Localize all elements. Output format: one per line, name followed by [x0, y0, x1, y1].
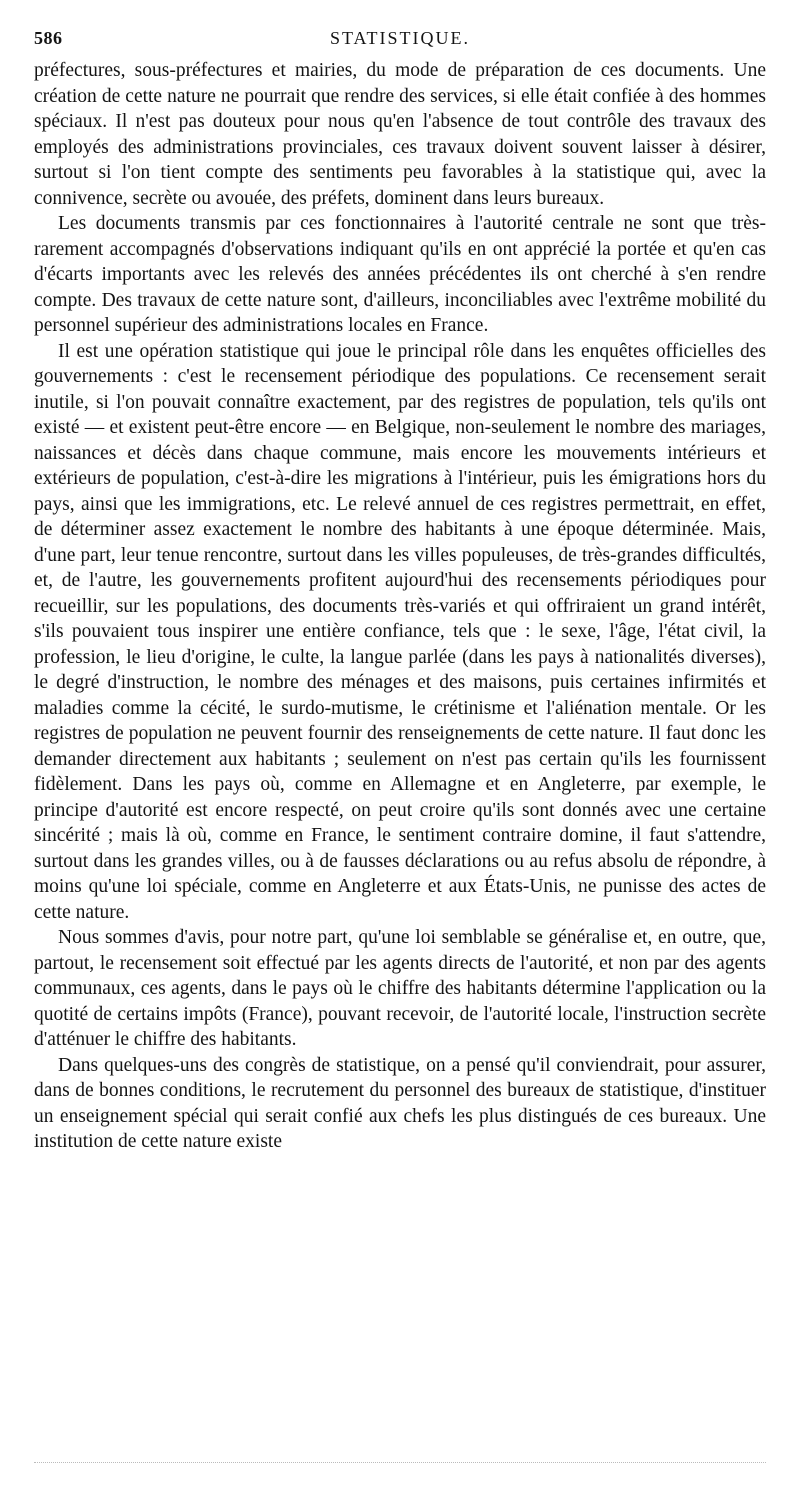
running-title: STATISTIQUE. [329, 28, 471, 48]
paragraph-continuation: préfectures, sous-préfectures et mairies, du mode de préparation de ces documents. Une création de cette nature ne pourrait que rendre des services, si elle était confiée à des hommes spéciaux. Il n'est pas douteux pour nous qu'en l'absence de tout contrôle des travaux des employés des administrations provinciales, ces travaux doivent souvent laisser à désirer, surtout si l'on tient compte des sentiments peu favorables à la statistique qui, avec la connivence, secrète ou avouée, des préfets, dominent dans leurs bureaux. [34, 60, 766, 209]
paragraph: Dans quelques-uns des congrès de statistique, on a pensé qu'il conviendrait, pour assurer, dans de bonnes conditions, le recrutement du personnel des bureaux de statistique, d'instituer un enseignement spécial qui serait confié aux chefs les plus distingués de ces bureaux. Une institution de cette nature existe [34, 1054, 766, 1152]
page-number: 586 [34, 28, 63, 48]
page-header [34, 28, 766, 54]
paragraph: Nous sommes d'avis, pour notre part, qu'une loi semblable se généralise et, en outre, que, partout, le recensement soit effectué par les agents directs de l'autorité, et non par des agents communaux, ces agents, dans le pays où le chiffre des habitants détermine l'application ou la quotité de certains impôts (France), pouvant recevoir, de l'autorité locale, l'instruction secrète d'atténuer le chiffre des habitants. [34, 927, 766, 1050]
paragraph: Il est une opération statistique qui joue le principal rôle dans les enquêtes officielles des gouvernements : c'est le recensement périodique des populations. Ce recensement serait inutile, si l'on pouvait connaître exactement, par des registres de population, tels qu'ils ont existé — et existent peut-être encore — en Belgique, non-seulement le nombre des mariages, naissances et décès dans chaque commune, mais encore les mouvements intérieurs et extérieurs de population, c'est-à-dire les migrations à l'intérieur, puis les émigrations hors du pays, ainsi que les immigrations, etc. Le relevé annuel de ces registres permettrait, en effet, de déterminer assez exactement le nombre des habitants à une époque déterminée. Mais, d'une part, leur tenue rencontre, surtout dans les villes populeuses, de très-grandes difficultés, et, de l'autre, les gouvernements profitent aujourd'hui des recensements périodiques pour recueillir, sur les populations, des documents très-variés et qui offriraient un grand intérêt, s'ils pouvaient tous inspirer une entière confiance, tels que : le sexe, l'âge, l'état civil, la profession, le lieu d'origine, le culte, la langue parlée (dans les pays à nationalités diverses), le degré d'instruction, le nombre des ménages et des maisons, puis certaines infirmités et maladies comme la cécité, le surdo-mutisme, le crétinisme et l'aliénation mentale. Or les registres de population ne peuvent fournir des renseignements de cette nature. Il faut donc les demander directement aux habitants ; seulement on n'est pas certain qu'ils les fournissent fidèlement. Dans les pays où, comme en Allemagne et en Angleterre, par exemple, le principe d'autorité est encore respecté, on peut croire qu'ils sont donnés avec une certaine sincérité ; mais là où, comme en France, le sentiment contraire domine, il faut s'attendre, surtout dans les grandes villes, ou à de fausses déclarations ou au refus absolu de répondre, à moins qu'une loi spéciale, comme en Angleterre et aux États-Unis, ne punisse des actes de cette nature. [34, 340, 766, 923]
body-text [34, 58, 766, 1155]
paragraph: Les documents transmis par ces fonctionnaires à l'autorité centrale ne sont que très-rarement accompagnés d'observations indiquant qu'ils en ont apprécié la portée et qu'en cas d'écarts importants avec les relevés des années précédentes ils ont cherché à s'en rendre compte. Des travaux de cette nature sont, d'ailleurs, inconciliables avec l'extrême mobilité du personnel supérieur des administrations locales en France. [34, 213, 766, 336]
scan-artifact-divider [34, 1462, 766, 1467]
document-page [34, 28, 766, 1155]
